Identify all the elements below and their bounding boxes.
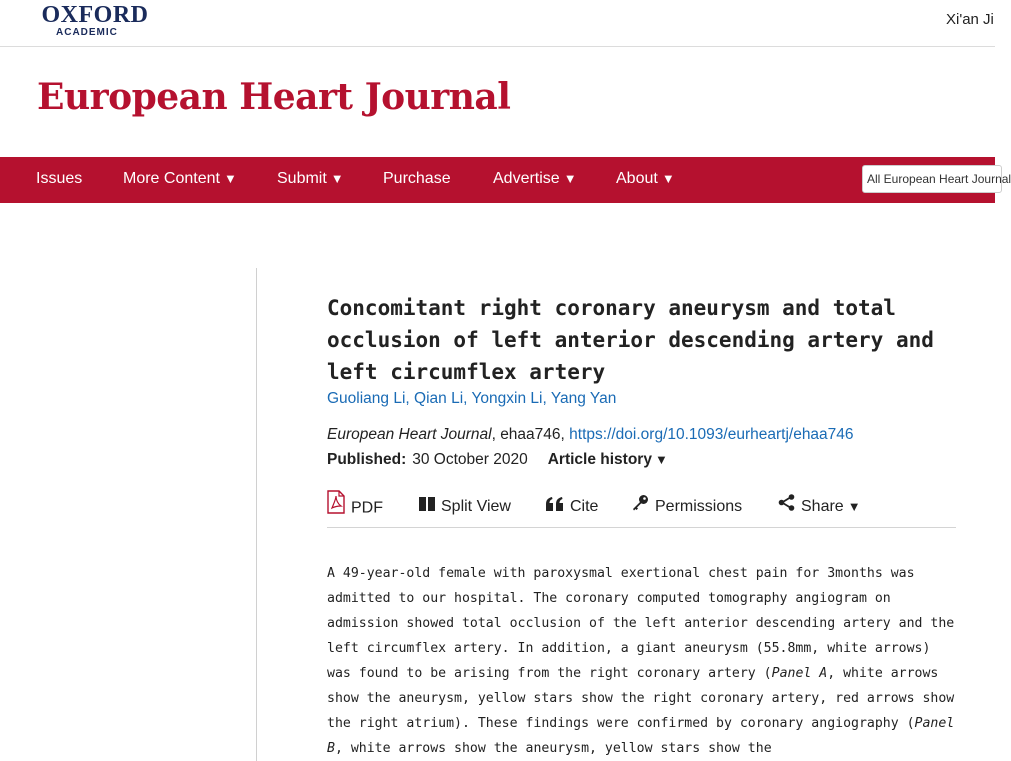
body-text-part-3: , white arrows show the aneurysm, yellow stars show the [334, 741, 772, 756]
split-view-icon [419, 490, 435, 524]
author-list [327, 390, 616, 408]
article-toolbar [327, 490, 956, 528]
published-date: 30 October 2020 [412, 451, 528, 468]
author-separator: , [405, 390, 415, 407]
article-history-label: Article history [547, 451, 652, 468]
article-body-paragraph [327, 561, 957, 761]
search-scope-select[interactable]: All European Heart Journal [862, 165, 1002, 193]
oxford-academic-logo[interactable] [36, 2, 154, 38]
author-link[interactable]: Guoliang Li [327, 390, 406, 407]
cite-label: Cite [570, 498, 599, 516]
body-text-part-2: , white arrows show the aneurysm, yellow stars show the right coronary artery, red arrows show the right atrium). These findings were confirmed by coronary angiography ( [327, 666, 955, 731]
author-separator: , [463, 390, 472, 407]
author-link[interactable]: Yang Yan [550, 390, 617, 407]
journal-title[interactable]: European Heart Journal [37, 76, 511, 118]
chevron-down-icon: ▼ [654, 452, 668, 467]
citation-journal-name: European Heart Journal [327, 426, 492, 443]
nav-purchase-label: Purchase [383, 170, 451, 187]
nav-purchase[interactable] [383, 157, 451, 203]
doi-link[interactable]: https://doi.org/10.1093/eurheartj/ehaa746 [569, 426, 854, 443]
logo-oxford-text: OXFORD [41, 2, 149, 28]
permissions-label: Permissions [655, 498, 743, 516]
published-label: Published: [327, 451, 407, 468]
nav-issues[interactable] [36, 157, 82, 203]
author-separator: , [542, 390, 551, 407]
article-title-line-1: Concomitant right coronary aneurysm and total [327, 296, 896, 320]
pdf-button[interactable] [327, 490, 383, 524]
split-view-button[interactable] [419, 490, 511, 524]
publication-info [327, 451, 668, 469]
body-text-part-1: A 49-year-old female with paroxysmal exertional chest pain for 3months was admitted to our hospital. The coronary computed tomography angiogram on admission showed total occlusion of the left anterior descending artery and the left circumflex artery. In addition, a giant aneurysm (55.8mm, white arrows) was found to be arising from the right coronary artery ( [327, 566, 955, 681]
logo-academic-text: ACADEMIC [56, 27, 118, 38]
nav-submit-label: Submit [277, 170, 327, 187]
author-link[interactable]: Yongxin Li [471, 390, 543, 407]
nav-about[interactable] [616, 157, 675, 203]
nav-submit[interactable] [277, 157, 344, 203]
top-bar [0, 0, 995, 47]
main-nav [0, 157, 1011, 203]
article-history-toggle[interactable] [548, 451, 668, 468]
nav-advertise[interactable] [493, 157, 577, 203]
quote-icon [546, 490, 564, 524]
permissions-button[interactable] [632, 490, 742, 524]
nav-more-content-label: More Content [123, 170, 220, 187]
pdf-label: PDF [351, 499, 383, 517]
chevron-down-icon: ▼ [330, 171, 344, 186]
key-icon [632, 490, 649, 524]
nav-about-label: About [616, 170, 658, 187]
citation-line [327, 426, 854, 444]
panel-a-reference: Panel A [771, 666, 828, 681]
share-label: Share [801, 498, 844, 516]
sidebar-divider [256, 268, 257, 761]
article-title-line-3: left circumflex artery [327, 360, 606, 384]
panel-b-reference: Panel B [327, 716, 955, 756]
pdf-icon [327, 490, 345, 527]
author-link[interactable]: Qian Li [414, 390, 464, 407]
article-title [327, 292, 967, 388]
split-view-label: Split View [441, 498, 511, 516]
chevron-down-icon: ▼ [563, 171, 577, 186]
chevron-down-icon: ▼ [847, 499, 861, 515]
chevron-down-icon: ▼ [661, 171, 675, 186]
nav-more-content[interactable] [123, 157, 237, 203]
nav-advertise-label: Advertise [493, 170, 560, 187]
share-button[interactable] [778, 490, 861, 524]
share-icon [778, 490, 795, 524]
institution-link[interactable]: Xi'an Ji [946, 11, 994, 28]
nav-issues-label: Issues [36, 170, 83, 187]
chevron-down-icon: ▼ [223, 171, 237, 186]
article-title-line-2: occlusion of left anterior descending artery and [327, 328, 934, 352]
citation-article-id: , ehaa746, [491, 426, 570, 443]
cite-button[interactable] [546, 490, 598, 524]
